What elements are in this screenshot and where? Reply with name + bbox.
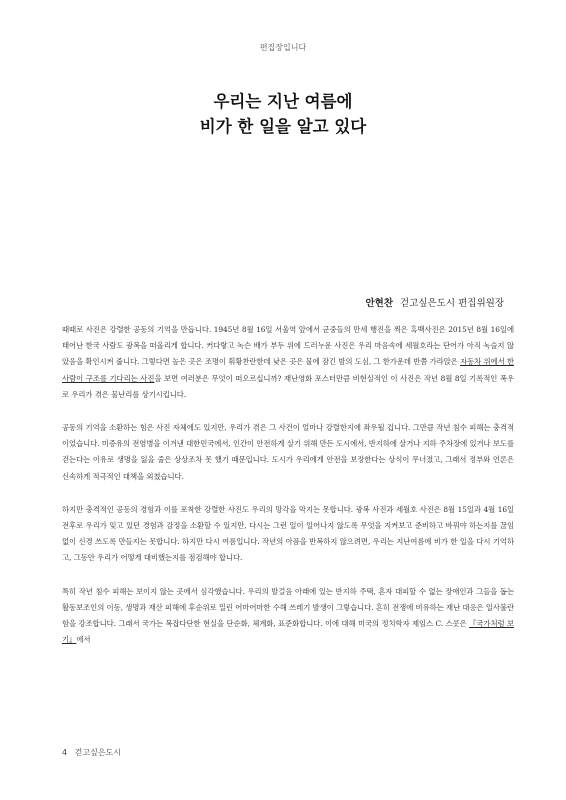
title-line-1: 우리는 지난 여름에	[213, 92, 353, 111]
paragraph-2: 공동의 기억을 소환하는 힘은 사진 자체에도 있지만, 우리가 겪은 그 사건이 얼마나 강렬한지에 좌우될 겁니다. 그만큼 작년 침수 피해는 충격적이었습니다. 미증유의 전염병을 이겨낸 대한민국에서, 인간이 안전하게 살기 위해 만든 도시에서, 반지하에 살거나 지하 주차장에 있거나 보도를 걷는다는 이유로 생명을 잃을 줄은 상상조차 못 했기 때문입니다. 도시가 우리에게 안전을 보장한다는 상식이 무너졌고, 그래서 정부와 언론은 신속하게 적극적인 대책을 외쳤습니다.	[62, 423, 514, 481]
author-byline	[365, 295, 504, 309]
paragraph-1-text-b: 을 보면 여러분은 무엇이 떠오르십니까? 재난영화 포스터만큼 비현실적인 이 사진은 작년 8월 8일 기록적인 폭우로 우리가 겪은 물난리를 상기시킵니다.	[62, 373, 514, 399]
section-label: 편집장입니다	[259, 43, 307, 52]
paragraph-4-text-a: 특히 작년 침수 피해는 보이지 않는 곳에서 심각했습니다. 우리의 발걸음 아래에 있는 반지하 주택, 혼자 대피할 수 없는 장애인과 그들을 돕는 활동보조인의 이동, 생명과 재산 피해에 후순위로 밀린 어마어마한 수해 쓰레기 발생이 그렇습니다. 흔히 전쟁에 비유하는 재난 대응은 일사불란함을 강조합니다. 그래서 국가는 복잡다단한 현실을 단순화, 체계화, 표준화합니다. 이에 대해 미국의 정치학자 제임스 C. 스콧은	[62, 586, 514, 629]
underlined-phrase: 자동차 위에서 한 사람이 구조를 기다리는 사진	[62, 357, 514, 383]
article-body	[62, 322, 514, 665]
paragraph-3: 하지만 충격적인 공동의 경험과 이를 포착한 강렬한 사진도 우리의 망각을 막지는 못합니다. 광복 사진과 세월호 사진은 8월 15일과 4월 16일 전후로 우리가 잊고 있던 경험과 감정을 소환할 수 있지만, 다시는 그런 일이 일어나지 않도록 무엇을 지켜보고 준비하고 바꿔야 하는지를 끊임 없이 신경 쓰도록 만들지는 못합니다. 하지만 다시 여름입니다. 작년의 아픔을 반복하지 않으려면, 우리는 지난여름에 비가 한 일을 다시 기억하고, 그동안 우리가 어떻게 대비했는지를 점검해야 합니다.	[62, 504, 514, 563]
page-number: 4	[62, 748, 68, 757]
title-line-2: 비가 한 일을 알고 있다	[199, 117, 367, 136]
author-name: 안현찬	[365, 298, 393, 309]
author-role: 걷고싶은도시 편집위원장	[400, 298, 504, 309]
paragraph-1-text-a: 때때로 사진은 강렬한 공동의 기억을 만듭니다. 1945년 8월 16일 서울역 앞에서 군중들의 만세 행진을 찍은 흑백사진은 2015년 8월 16일에 태어난 한국 사람도 광복을 떠올리게 합니다. 커다랗고 녹슨 배가 부두 위에 드러누운 사진은 우리 마음속에 세월호라는 단어가 아직 녹슬지 않았음을 확인시켜 줍니다. 그렇다면 높은 곳은 조명이 휘황찬란한데 낮은 곳은 물에 잠긴 밤의 도심, 그 한가운데 반쯤 가라앉은	[62, 325, 514, 367]
paragraph-4	[62, 584, 514, 649]
paragraph-4-text-b: 에서	[76, 635, 91, 645]
book-title: 『국가처럼 보기』	[62, 619, 514, 645]
article-title	[0, 89, 566, 139]
page-footer	[62, 747, 121, 758]
paragraph-1	[62, 322, 514, 403]
publication-name: 걷고싶은도시	[74, 748, 122, 757]
